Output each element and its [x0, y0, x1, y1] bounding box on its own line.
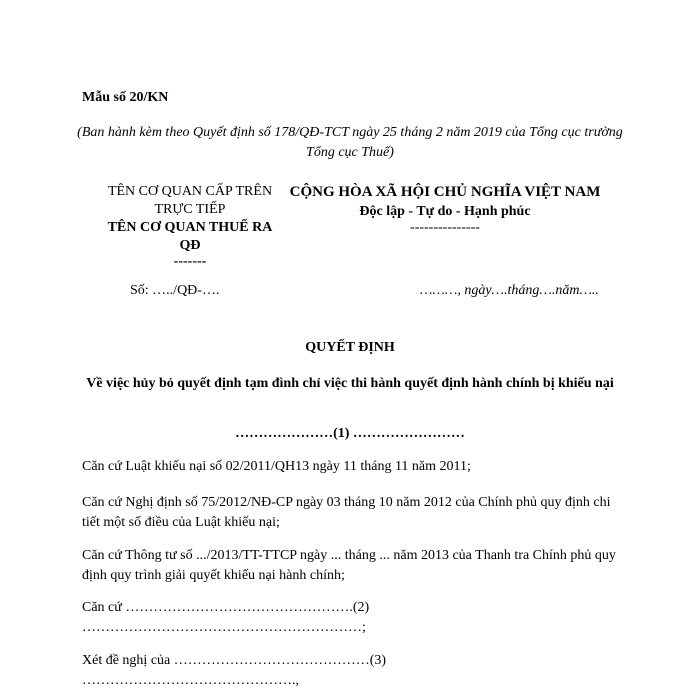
agency-divider: ------- — [173, 254, 207, 269]
proposal-basis-line-2: ………………………………………., — [82, 673, 299, 688]
document-date: ………, ngày….tháng….năm….. — [420, 283, 599, 298]
parent-agency-line-2: TRỰC TIẾP — [154, 202, 226, 217]
proposal-basis — [82, 651, 630, 691]
decision-title: QUYẾT ĐỊNH — [305, 340, 395, 355]
agency-block — [70, 183, 310, 269]
legal-basis-3: Căn cứ Thông tư số .../2013/TT-TTCP ngày ... tháng ... năm 2013 của Thanh tra Chính phủ quy định quy trình giải quyết khiếu nại hành chính; — [82, 548, 616, 583]
issuing-agency-line-1: TÊN CƠ QUAN THUẾ RA — [107, 220, 273, 235]
nation-motto: Độc lập - Tự do - Hạnh phúc — [359, 204, 531, 219]
issuing-agency-line-2: QĐ — [179, 238, 201, 253]
proposal-basis-line-1: Xét đề nghị của ……………………………………(3) — [82, 653, 387, 668]
nation-divider: --------------- — [410, 220, 480, 235]
legal-basis-4-line-1: Căn cứ ………………………………………….(2) — [82, 600, 370, 615]
form-subtitle: (Ban hành kèm theo Quyết định số 178/QĐ-TCT ngày 25 tháng 2 năm 2019 của Tổng cục trường Tổng cục Thuế) — [77, 125, 623, 160]
national-header — [280, 183, 610, 235]
document-number: Số: …../QĐ-…. — [130, 283, 220, 298]
legal-basis-1: Căn cứ Luật khiếu nại số 02/2011/QH13 ngày 11 tháng 11 năm 2011; — [82, 459, 471, 474]
legal-basis-4 — [82, 598, 630, 638]
form-code: Mẫu số 20/KN — [82, 90, 169, 105]
nation-title: CỘNG HÒA XÃ HỘI CHỦ NGHĨA VIỆT NAM — [289, 184, 601, 200]
decision-subject: Về việc hủy bỏ quyết định tạm đình chỉ việc thi hành quyết định hành chính bị khiếu nại — [86, 376, 614, 391]
legal-basis-4-line-2: ……………………………………………………; — [82, 620, 366, 635]
legal-basis-2: Căn cứ Nghị định số 75/2012/NĐ-CP ngày 03 tháng 10 năm 2012 của Chính phủ quy định chi tiết một số điều của Luật khiếu nại; — [82, 495, 611, 530]
issuer-line: …………………(1) …………………… — [235, 426, 465, 441]
parent-agency-line-1: TÊN CƠ QUAN CẤP TRÊN — [107, 184, 273, 199]
